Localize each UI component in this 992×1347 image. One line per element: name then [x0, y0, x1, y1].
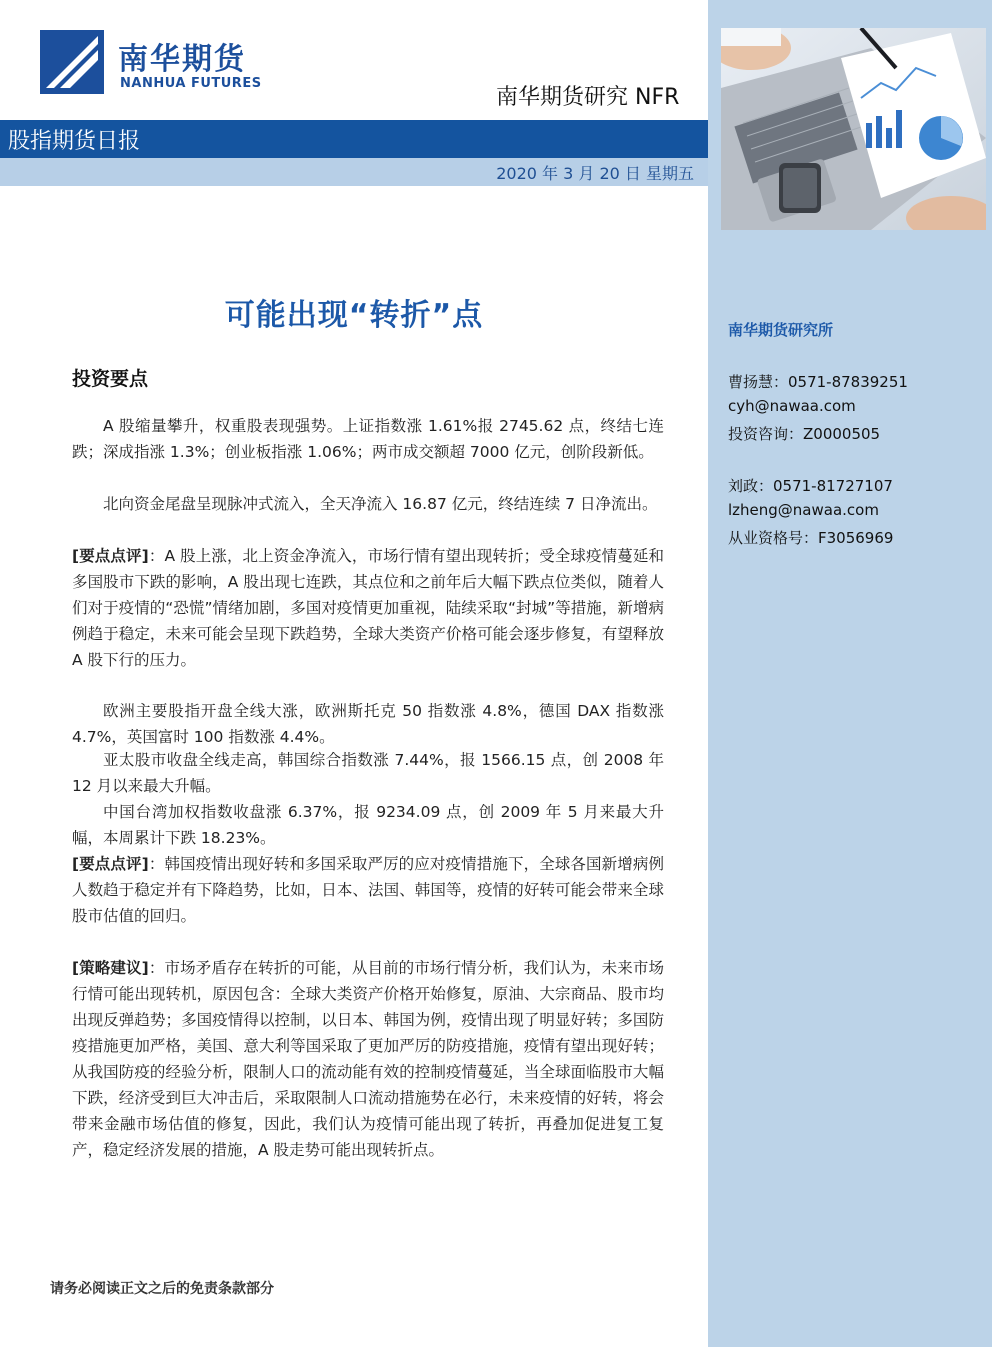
research-institute: 南华期货研究所 [728, 321, 834, 339]
paragraph-1: A 股缩量攀升，权重股表现强势。上证指数涨 1.61%报 2745.62 点，终结七连跌；深成指涨 1.3%；创业板指涨 1.06%；两市成交额超 7000 亿元，创阶段新低。 [72, 417, 664, 461]
comment-label: [要点点评] [72, 547, 149, 565]
comment-text: ：韩国疫情出现好转和多国采取严厉的应对疫情措施下，全球各国新增病例人数趋于稳定并有下降趋势，比如，日本、法国、韩国等，疫情的好转可能会带来全球股市估值的回归。 [72, 855, 664, 925]
report-title: 可能出现“转折”点 [224, 298, 484, 333]
disclaimer-note: 请务必阅读正文之后的免责条款部分 [50, 1281, 274, 1297]
comment-label: [要点点评] [72, 855, 149, 873]
analyst2-email[interactable]: lzheng@nawaa.com [728, 501, 879, 519]
logo-mark-icon [40, 30, 104, 94]
research-label: 南华期货研究 NFR [496, 85, 680, 110]
paragraph-3 [72, 543, 664, 673]
analyst1-email[interactable]: cyh@nawaa.com [728, 397, 856, 415]
analyst1-license: 投资咨询：Z0000505 [728, 425, 881, 443]
analyst2-license: 从业资格号：F3056969 [728, 529, 894, 547]
paragraph-5: 亚太股市收盘全线走高，韩国综合指数涨 7.44%，报 1566.15 点，创 2008 年 12 月以来最大升幅。 [72, 751, 664, 795]
header-photo [721, 28, 986, 230]
report-type: 股指期货日报 [8, 129, 141, 154]
strategy-label: [策略建议] [72, 959, 149, 977]
paragraph-2: 北向资金尾盘呈现脉冲式流入，全天净流入 16.87 亿元，终结连续 7 日净流出。 [103, 495, 658, 513]
section-title: 投资要点 [72, 368, 149, 390]
strategy-text: ：市场矛盾存在转折的可能，从目前的市场行情分析，我们认为，未来市场行情可能出现转机，原因包含：全球大类资产价格开始修复，原油、大宗商品、股市均出现反弹趋势；多国疫情得以控制，以日本、韩国为例，疫情出现了明显好转；多国防疫措施更加严格，美国、意大利等国采取了更加严厉的防疫措施，疫情有望出现好转；从我国防疫的经验分析，限制人口的流动能有效的控制疫情蔓延，当全球面临股市大幅下跌，经济受到巨大冲击后，采取限制人口流动措施势在必行，未来疫情的好转，将会带来金融市场估值的修复，因此，我们认为疫情可能出现了转折，再叠加促进复工复产，稳定经济发展的措施，A 股走势可能出现转折点。 [72, 959, 664, 1159]
comment-text: ：A 股上涨，北上资金净流入，市场行情有望出现转折；受全球疫情蔓延和多国股市下跌的影响，A 股出现七连跌，其点位和之前年后大幅下跌点位类似，随着人们对于疫情的“恐慌”情绪加剧，多国对疫情更加重视，陆续采取“封城”等措施，新增病例趋于稳定，未来可能会呈现下跌趋势，全球大类资产价格可能会逐步修复，有望释放 A 股下行的压力。 [72, 547, 664, 669]
company-logo [40, 26, 280, 96]
paragraph-6: 中国台湾加权指数收盘涨 6.37%，报 9234.09 点，创 2009 年 5 月来最大升幅，本周累计下跌 18.23%。 [72, 803, 664, 847]
report-date: 2020 年 3 月 20 日 星期五 [496, 164, 694, 183]
logo-text-cn: 南华期货 [118, 42, 246, 77]
paragraph-7 [72, 851, 664, 929]
analyst2-name-phone: 刘政：0571-81727107 [728, 477, 893, 495]
paragraph-4: 欧洲主要股指开盘全线大涨，欧洲斯托克 50 指数涨 4.8%，德国 DAX 指数涨 4.7%，英国富时 100 指数涨 4.4%。 [72, 702, 664, 746]
logo-text-en: NANHUA FUTURES [120, 76, 262, 91]
paragraph-8 [72, 955, 664, 1163]
analyst1-name-phone: 曹扬慧：0571-87839251 [728, 373, 908, 391]
